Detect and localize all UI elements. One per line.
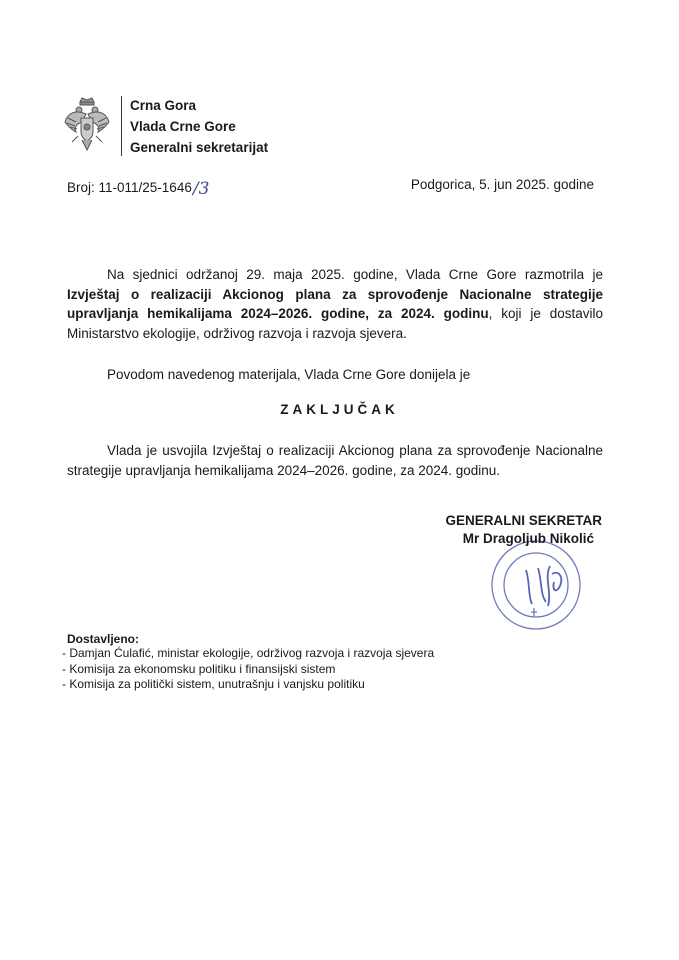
coat-of-arms-icon (62, 96, 112, 152)
distribution-title: Dostavljeno: (67, 632, 140, 646)
paragraph-decision-intro-text: Povodom navedenog materijala, Vlada Crne Gore donijela je (107, 367, 471, 382)
paragraph-decision-intro (67, 365, 603, 385)
paragraph-conclusion-text: Vlada je usvojila Izvještaj o realizaciji Akcionog plana za sprovođenje Nacionalne strategije upravljanja hemikalijama 2024–2026. godine, za 2024. godinu. (67, 443, 603, 478)
issuer-secretariat: Generalni sekretarijat (130, 140, 269, 155)
signatory-title: GENERALNI SEKRETAR (445, 513, 602, 528)
official-stamp-icon (486, 530, 596, 640)
reference-handwritten-suffix: /3 (192, 179, 210, 199)
header-divider (121, 96, 122, 156)
issuer-block (130, 95, 268, 158)
paragraph-intro-start: Na sjednici održanoj 29. maja 2025. godine, Vlada Crne Gore razmotrila je (107, 267, 603, 282)
distribution-item: - Komisija za politički sistem, unutrašnju i vanjsku politiku (62, 677, 365, 691)
paragraph-intro-report-title: Izvještaj o realizaciji Akcionog plana za sprovođenje Nacionalne strategije upravljanja hemikalijama 2024–2026. godine, za 2024. godinu (67, 286, 603, 321)
paragraph-intro (67, 265, 603, 343)
reference-number (67, 177, 209, 197)
distribution-item: - Komisija za ekonomsku politiku i finansijski sistem (62, 661, 336, 676)
place-and-date: Podgorica, 5. jun 2025. godine (410, 177, 594, 192)
paragraph-conclusion (67, 441, 603, 480)
paragraph-intro-end: , koji je dostavilo Ministarstvo ekologije, održivog razvoja i razvoja sjevera. (67, 306, 603, 341)
reference-number-text: Broj: 11-011/25-1646 (67, 180, 192, 195)
signatory-name: Mr Dragoljub Nikolić (462, 531, 594, 546)
issuer-government: Vlada Crne Gore (130, 119, 236, 134)
issuer-country: Crna Gora (130, 98, 197, 113)
conclusion-heading: ZAKLJUČAK (280, 402, 399, 417)
distribution-list (62, 646, 434, 693)
distribution-item: - Damjan Ćulafić, ministar ekologije, održivog razvoja i razvoja sjevera (62, 646, 435, 660)
